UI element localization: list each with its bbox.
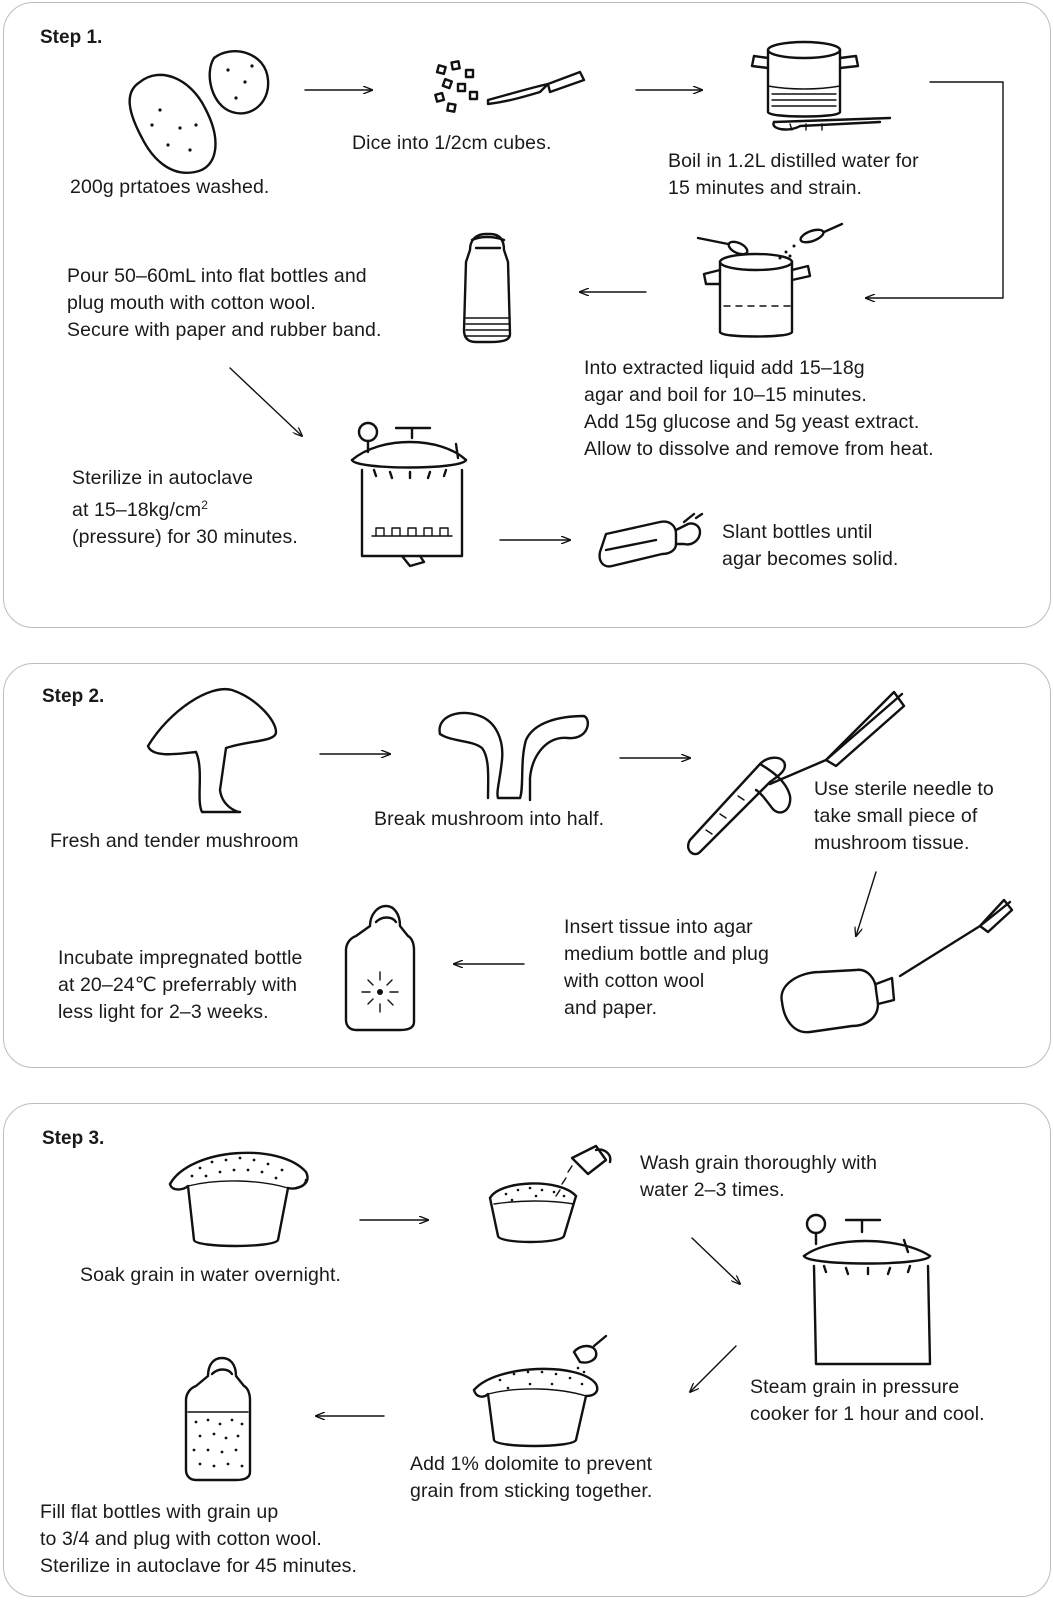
caption-sterilize bbox=[72, 465, 298, 551]
slanted-bottle-icon bbox=[600, 514, 702, 566]
incubating-bottle-icon bbox=[346, 906, 414, 1030]
mushroom-icon bbox=[148, 689, 276, 812]
arrow bbox=[856, 872, 876, 936]
pressure-cooker-icon bbox=[804, 1215, 930, 1364]
dolomite-grain-bowl-icon bbox=[474, 1336, 606, 1446]
caption-wash-potatoes: 200g prtatoes washed. bbox=[70, 176, 270, 198]
caption-break-mushroom: Break mushroom into half. bbox=[374, 808, 605, 830]
caption-fresh-mushroom: Fresh and tender mushroom bbox=[50, 830, 299, 852]
flat-bottle-icon bbox=[464, 234, 510, 342]
caption-sterile-needle: Use sterile needle to take small piece of mushroom tissue. bbox=[814, 778, 994, 854]
superscript-2: 2 bbox=[201, 498, 208, 512]
caption-slant: Slant bottles until agar becomes solid. bbox=[722, 521, 899, 570]
diced-potato-knife-icon bbox=[435, 61, 584, 111]
step-2-title: Step 2. bbox=[42, 686, 105, 707]
boiling-pot-icon bbox=[752, 42, 890, 130]
caption-pour-bottles: Pour 50–60mL into flat bottles and plug mouth with cotton wool. Secure with paper and rubber band. bbox=[67, 265, 382, 341]
potatoes-icon bbox=[130, 51, 268, 173]
tissue-insert-icon bbox=[782, 900, 1012, 1032]
agar-pot-icon bbox=[698, 224, 842, 337]
step-3-title: Step 3. bbox=[42, 1128, 105, 1149]
caption-wash-grain: Wash grain thoroughly with water 2–3 times. bbox=[640, 1152, 878, 1201]
caption-insert-tissue: Insert tissue into agar medium bottle and plug with cotton wool and paper. bbox=[564, 916, 769, 1019]
autoclave-icon bbox=[352, 423, 466, 566]
caption-soak-grain: Soak grain in water overnight. bbox=[80, 1264, 341, 1286]
sterilize-line-3: (pressure) for 30 minutes. bbox=[72, 526, 298, 548]
grain-filled-bottle-icon bbox=[186, 1358, 250, 1480]
arrow bbox=[230, 368, 302, 436]
sterilize-line-1: Sterilize in autoclave bbox=[72, 467, 254, 489]
caption-fill-bottles: Fill flat bottles with grain up to 3/4 and plug with cotton wool. Sterilize in autoclave for 45 minutes. bbox=[40, 1501, 358, 1577]
caption-steam-grain: Steam grain in pressure cooker for 1 hour and cool. bbox=[750, 1376, 985, 1425]
sterilize-line-2: at 15–18kg/cm bbox=[72, 499, 202, 521]
caption-boil: Boil in 1.2L distilled water for 15 minutes and strain. bbox=[668, 150, 919, 199]
split-mushroom-icon bbox=[440, 713, 588, 800]
caption-add-dolomite: Add 1% dolomite to prevent grain from sticking together. bbox=[410, 1453, 653, 1502]
soaking-grain-bowl-icon bbox=[170, 1153, 308, 1246]
arrow bbox=[690, 1346, 736, 1392]
caption-add-agar: Into extracted liquid add 15–18g agar and boil for 10–15 minutes. Add 15g glucose and 5g yeast extract. Allow to dissolve and remove from heat. bbox=[584, 357, 934, 460]
caption-dice: Dice into 1/2cm cubes. bbox=[352, 132, 552, 154]
caption-incubate: Incubate impregnated bottle at 20–24℃ preferrably with less light for 2–3 weeks. bbox=[58, 947, 303, 1023]
step-1-title: Step 1. bbox=[40, 27, 103, 48]
arrow bbox=[692, 1238, 740, 1284]
washing-grain-icon bbox=[490, 1146, 610, 1242]
